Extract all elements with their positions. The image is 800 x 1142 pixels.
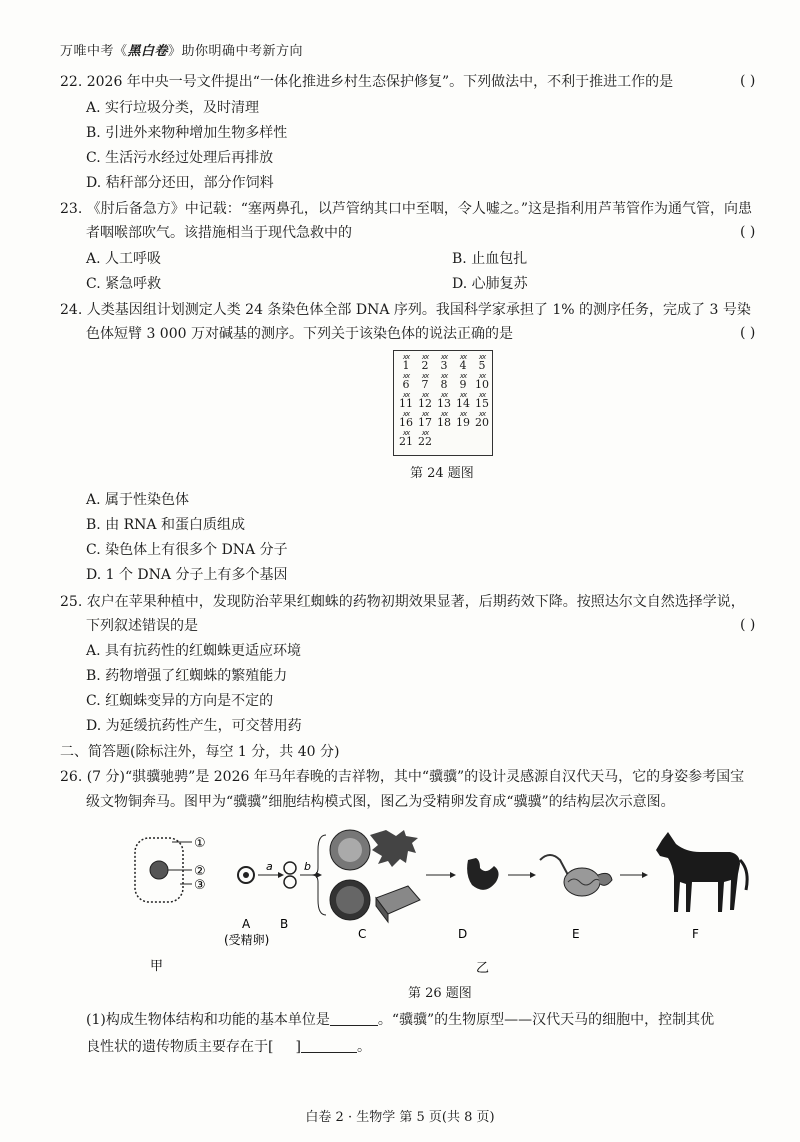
q25-answer-paren[interactable]: ( ) (740, 617, 756, 633)
chromosome-glyph: 𝘹𝘹 (478, 353, 486, 361)
page-header (60, 40, 303, 59)
chromosome-glyph: 𝘹𝘹 (440, 372, 448, 380)
chromosome-glyph: 𝘹𝘹 (421, 410, 429, 418)
horse-tail (740, 860, 747, 890)
q26-stem-line1 (60, 767, 744, 787)
stage-label-b: B (280, 917, 289, 931)
system-end (598, 873, 612, 885)
q24-figure-caption: 第 24 题图 (410, 466, 474, 481)
chromosome-glyph: 𝘹𝘹 (459, 410, 467, 418)
chromosome-pair-22 (416, 430, 434, 447)
chromosome-number: 15 (475, 397, 489, 410)
chromosome-number: 6 (402, 378, 410, 391)
q25-number: 25. (60, 594, 83, 610)
q26-sub1-text-a: (1)构成生物体结构和功能的基本单位是 (86, 1012, 330, 1028)
arrow-b-label: b (304, 860, 311, 873)
q23-option-c: C. 紧急呼救 (86, 276, 162, 292)
chromosome-glyph: 𝘹𝘹 (440, 410, 448, 418)
figure-yi-label: 乙 (476, 961, 490, 976)
chromosome-number: 18 (437, 416, 451, 429)
tissue-1-inner (338, 838, 362, 862)
chromosome-pair-1 (397, 354, 415, 371)
chromosome-number: 19 (456, 416, 470, 429)
q23-stem-line1 (60, 199, 752, 219)
chromosome-glyph: 𝘹𝘹 (478, 410, 486, 418)
q22-option-a: A. 实行垃圾分类，及时清理 (86, 100, 260, 116)
stage-label-c: C (358, 927, 367, 941)
q26-sub1-text-e: 。 (356, 1039, 371, 1055)
chromosome-number: 20 (475, 416, 489, 429)
chromosome-glyph: 𝘹𝘹 (402, 372, 410, 380)
chromosome-pair-5 (473, 354, 491, 371)
chromosome-pair-21 (397, 430, 415, 447)
q26-figure (120, 820, 760, 990)
stage-a-nucleus (243, 872, 249, 878)
chromosome-number: 11 (399, 397, 413, 410)
cell-nucleus (150, 861, 168, 879)
q22-number: 22. (60, 74, 83, 90)
chromosome-pair-4 (454, 354, 472, 371)
chromosome-number: 22 (418, 435, 432, 448)
q26-blank-2[interactable] (301, 1038, 357, 1053)
chromosome-pair-16 (397, 411, 415, 428)
chromosome-glyph: 𝘹𝘹 (421, 429, 429, 437)
arrow-a-label: a (266, 860, 273, 873)
q26-sub1-text-b: 。“骥骥”的生物原型——汉代天马的细胞中，控制其优 (377, 1012, 715, 1028)
stage-label-e: E (572, 927, 580, 941)
q26-sub1-line2 (86, 1037, 371, 1057)
q23-stem-line2: 者咽喉部吹气。该措施相当于现代急救中的 (86, 225, 352, 241)
chromosome-glyph: 𝘹𝘹 (421, 353, 429, 361)
q24-stem-text1: 人类基因组计划测定人类 24 条染色体全部 DNA 序列。我国科学家承担了 1% 的测序任务，完成了 3 号染 (86, 302, 751, 318)
chromosome-pair-10 (473, 373, 491, 390)
q26-sub1-text-d: ] (295, 1039, 301, 1055)
chromosome-number: 9 (459, 378, 467, 391)
q24-number: 24. (60, 302, 83, 318)
q22-option-c: C. 生活污水经过处理后再排放 (86, 150, 274, 166)
q25-stem-line2: 下列叙述错误的是 (86, 618, 198, 634)
stage-c-tissues (330, 830, 420, 922)
chromosome-pair-14 (454, 392, 472, 409)
chromosome-pair-6 (397, 373, 415, 390)
chromosome-number: 5 (478, 359, 486, 372)
stage-label-a: A (242, 917, 251, 931)
q23-answer-paren[interactable]: ( ) (740, 224, 756, 240)
chromosome-number: 2 (421, 359, 429, 372)
q25-option-d: D. 为延缓抗药性产生，可交替用药 (86, 718, 302, 734)
chromosome-number: 1 (402, 359, 410, 372)
chromosome-glyph: 𝘹𝘹 (402, 353, 410, 361)
q26-number: 26. (60, 769, 83, 785)
q23-number: 23. (60, 201, 83, 217)
chromosome-number: 4 (459, 359, 467, 372)
q23-stem-text1: 《肘后备急方》中记载：“塞两鼻孔，以芦管纳其口中至咽，令人嘘之。”这是指利用芦苇管作为通气管，向患 (86, 201, 753, 217)
chromosome-pair-13 (435, 392, 453, 409)
q24-stem-line2: 色体短臂 3 000 万对碱基的测序。下列关于该染色体的说法正确的是 (86, 326, 513, 342)
karyotype-figure (393, 350, 493, 456)
chromosome-number: 21 (399, 435, 413, 448)
cell-diagram (135, 836, 206, 902)
q22-option-d: D. 秸秆部分还田，部分作饲料 (86, 175, 274, 191)
header-prefix: 万唯中考《 (60, 44, 128, 59)
chromosome-pair-3 (435, 354, 453, 371)
stage-b-cell-2 (284, 876, 296, 888)
fertilized-egg-label: (受精卵) (224, 933, 270, 947)
cell-label-1: ① (194, 836, 206, 851)
q26-stem-text1: (7 分)“骐骥驰骋”是 2026 年马年春晚的吉祥物，其中“骥骥”的设计灵感源自汉代天马，它的身姿参考国宝 (86, 769, 745, 785)
q24-option-b: B. 由 RNA 和蛋白质组成 (86, 517, 245, 533)
q23-option-b: B. 止血包扎 (452, 251, 528, 267)
arrow-e-f-head (642, 872, 648, 878)
chromosome-glyph: 𝘹𝘹 (421, 372, 429, 380)
q25-stem-line1 (60, 592, 745, 612)
chromosome-number: 8 (440, 378, 448, 391)
section2-title: 二、简答题(除标注外，每空 1 分，共 40 分) (60, 744, 340, 760)
chromosome-pair-17 (416, 411, 434, 428)
chromosome-pair-18 (435, 411, 453, 428)
chromosome-glyph: 𝘹𝘹 (459, 372, 467, 380)
q23-option-a: A. 人工呼吸 (86, 251, 162, 267)
q23-option-d: D. 心肺复苏 (452, 276, 528, 292)
chromosome-glyph: 𝘹𝘹 (440, 391, 448, 399)
chromosome-number: 17 (418, 416, 432, 429)
tissue-2 (370, 830, 418, 867)
chromosome-pair-20 (473, 411, 491, 428)
chromosome-number: 13 (437, 397, 451, 410)
header-suffix: 》助你明确中考新方向 (168, 44, 304, 59)
stage-label-f: F (692, 927, 699, 941)
q22-answer-paren[interactable]: ( ) (740, 73, 756, 89)
arrow-c-d-head (450, 872, 456, 878)
q24-stem-line1 (60, 300, 751, 320)
system-tube (540, 855, 568, 875)
chromosome-pair-7 (416, 373, 434, 390)
chromosome-pair-19 (454, 411, 472, 428)
q26-blank-1[interactable] (330, 1011, 378, 1026)
arrow-a-head (278, 872, 284, 878)
q24-answer-paren[interactable]: ( ) (740, 325, 756, 341)
stage-d-organ (467, 858, 498, 890)
tissue-3-inner (336, 886, 364, 914)
q26-figure-caption: 第 26 题图 (408, 986, 472, 1001)
q24-option-c: C. 染色体上有很多个 DNA 分子 (86, 542, 288, 558)
q25-option-c: C. 红蜘蛛变异的方向是不定的 (86, 693, 274, 709)
q22-stem-line1: 2026 年中央一号文件提出“一体化推进乡村生态保护修复”。下列做法中，不利于推进工作的是 (86, 74, 674, 90)
chromosome-pair-2 (416, 354, 434, 371)
q22-stem (60, 72, 673, 92)
stage-e-system (540, 855, 612, 896)
figure-jia-label: 甲 (150, 959, 164, 974)
chromosome-glyph: 𝘹𝘹 (402, 391, 410, 399)
stage-f-horse (656, 832, 740, 912)
chromosome-glyph: 𝘹𝘹 (478, 372, 486, 380)
chromosome-pair-8 (435, 373, 453, 390)
chromosome-number: 3 (440, 359, 448, 372)
chromosome-glyph: 𝘹𝘹 (402, 410, 410, 418)
q24-option-a: A. 属于性染色体 (86, 492, 190, 508)
arrow-d-e-head (530, 872, 536, 878)
cell-label-2: ② (194, 864, 206, 879)
chromosome-glyph: 𝘹𝘹 (402, 429, 410, 437)
chromosome-glyph: 𝘹𝘹 (421, 391, 429, 399)
chromosome-number: 14 (456, 397, 470, 410)
page-footer: 白卷 2 · 生物学 第 5 页(共 8 页) (305, 1110, 495, 1125)
chromosome-pair-9 (454, 373, 472, 390)
q26-stem-line2: 级文物铜奔马。图甲为“骥骥”细胞结构模式图，图乙为受精卵发育成“骥骥”的结构层次示意图。 (86, 794, 675, 810)
header-brand: 黑白卷 (127, 44, 169, 59)
q24-option-d: D. 1 个 DNA 分子上有多个基因 (86, 567, 288, 583)
q25-option-b: B. 药物增强了红蜘蛛的繁殖能力 (86, 668, 288, 684)
chromosome-number: 10 (475, 378, 489, 391)
system-body (564, 868, 600, 896)
chromosome-glyph: 𝘹𝘹 (440, 353, 448, 361)
cell-label-3: ③ (194, 878, 206, 893)
chromosome-glyph: 𝘹𝘹 (459, 353, 467, 361)
chromosome-pair-11 (397, 392, 415, 409)
chromosome-glyph: 𝘹𝘹 (478, 391, 486, 399)
q22-option-b: B. 引进外来物种增加生物多样性 (86, 125, 288, 141)
stage-b-cell-1 (284, 862, 296, 874)
q26-sub1-text-c: 良性状的遗传物质主要存在于[ (86, 1039, 274, 1055)
chromosome-glyph: 𝘹𝘹 (459, 391, 467, 399)
chromosome-pair-15 (473, 392, 491, 409)
stage-label-d: D (458, 927, 468, 941)
chromosome-number: 12 (418, 397, 432, 410)
chromosome-number: 7 (421, 378, 429, 391)
q25-option-a: A. 具有抗药性的红蜘蛛更适应环境 (86, 643, 302, 659)
chromosome-pair-12 (416, 392, 434, 409)
q25-stem-text1: 农户在苹果种植中，发现防治苹果红蜘蛛的药物初期效果显著，后期药效下降。按照达尔文自然选择学说， (86, 594, 745, 610)
chromosome-number: 16 (399, 416, 413, 429)
q26-sub1-line1 (86, 1010, 714, 1030)
